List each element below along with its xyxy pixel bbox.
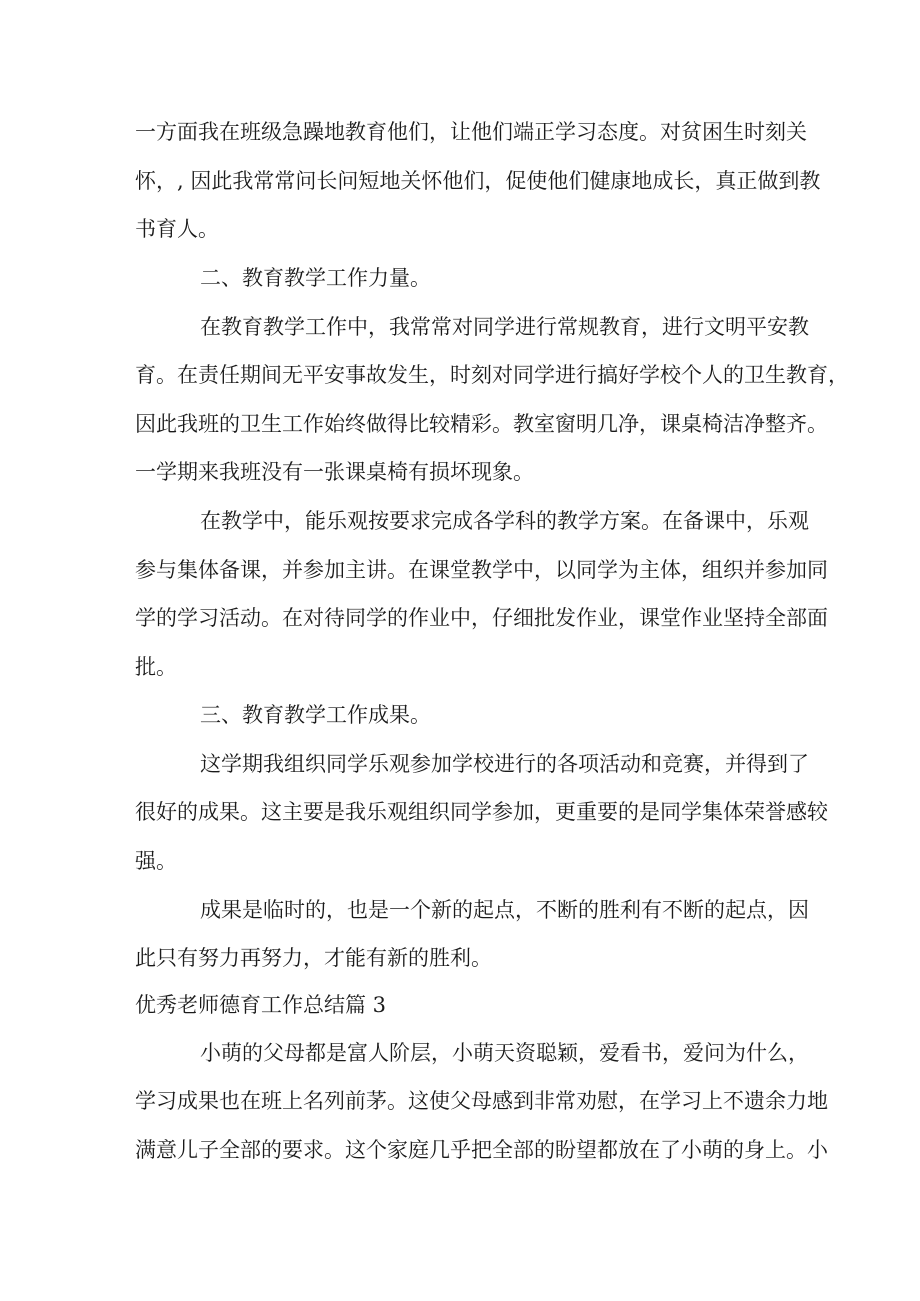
text-line: 一学期来我班没有一张课桌椅有损坏现象。 [135, 460, 534, 484]
text-line: 一方面我在班级急躁地教育他们，让他们端正学习态度。对贫困生时刻关 [135, 120, 807, 144]
text-line: 成果是临时的，也是一个新的起点，不断的胜利有不断的起点，因 [200, 898, 809, 922]
article-title: 优秀老师德育工作总结篇 3 [135, 993, 387, 1017]
text-line: 这学期我组织同学乐观参加学校进行的各项活动和竞赛，并得到了 [200, 752, 809, 776]
text-line: 学的学习活动。在对待同学的作业中，仔细批发作业，课堂作业坚持全部面 [135, 606, 828, 630]
text-line: 因此我班的卫生工作始终做得比较精彩。教室窗明几净，课桌椅洁净整齐。 [135, 412, 828, 436]
text-line: 小萌的父母都是富人阶层，小萌天资聪颖，爱看书，爱问为什么， [200, 1041, 809, 1065]
text-line: 此只有努力再努力，才能有新的胜利。 [135, 946, 492, 970]
text-line: 书育人。 [135, 217, 219, 241]
section-heading: 三、教育教学工作成果。 [200, 703, 431, 727]
text-line: 满意儿子全部的要求。这个家庭几乎把全部的盼望都放在了小萌的身上。小 [135, 1138, 828, 1162]
text-line: 批。 [135, 655, 177, 679]
text-line: 在教育教学工作中，我常常对同学进行常规教育，进行文明平安教 [200, 315, 809, 339]
text-line: 育。在责任期间无平安事故发生，时刻对同学进行搞好学校个人的卫生教育， [135, 363, 849, 387]
section-heading: 二、教育教学工作力量。 [200, 266, 431, 290]
text-line: 参与集体备课，并参加主讲。在课堂教学中，以同学为主体，组织并参加同 [135, 558, 828, 582]
text-line: 怀，, 因此我常常问长问短地关怀他们，促使他们健康地成长，真正做到教 [135, 169, 821, 193]
text-line: 学习成果也在班上名列前茅。这使父母感到非常劝慰，在学习上不遗余力地 [135, 1089, 828, 1113]
text-line: 强。 [135, 849, 177, 873]
text-line: 很好的成果。这主要是我乐观组织同学参加，更重要的是同学集体荣誉感较 [135, 800, 828, 824]
text-line: 在教学中，能乐观按要求完成各学科的教学方案。在备课中，乐观 [200, 509, 809, 533]
